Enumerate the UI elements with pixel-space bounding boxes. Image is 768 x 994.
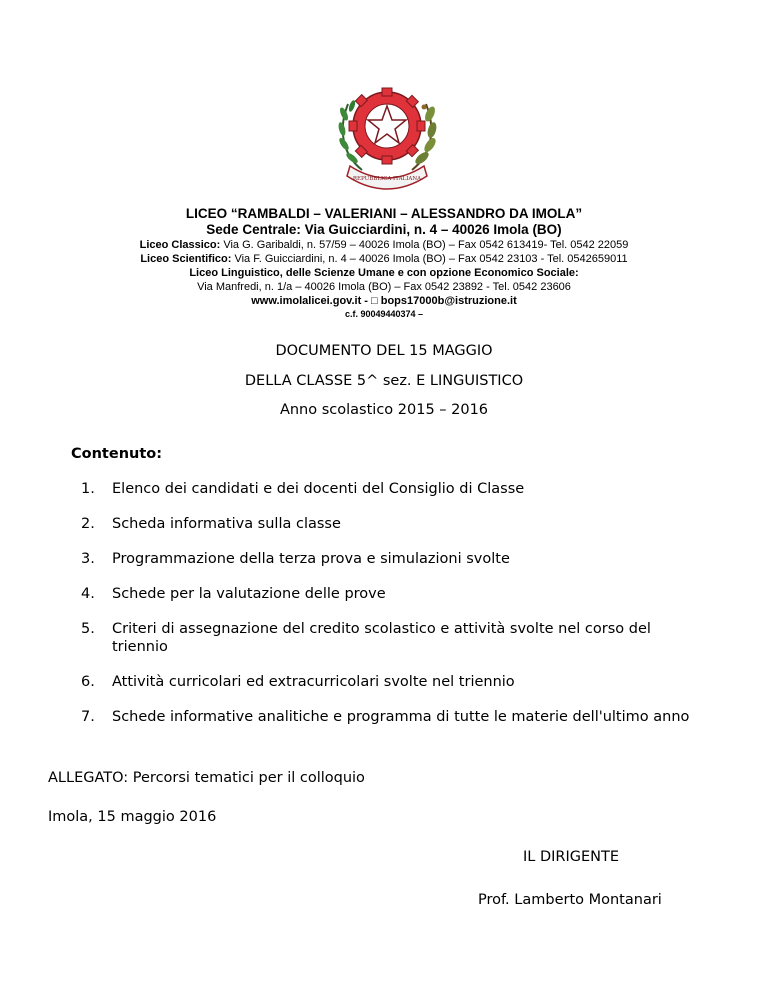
classico-line <box>0 238 768 252</box>
item-number: 4. <box>81 586 95 602</box>
main-seat: Sede Centrale: Via Guicciardini, n. 4 – 40026 Imola (BO) <box>206 222 562 237</box>
signer-name: Prof. Lamberto Montanari <box>478 892 662 908</box>
class-line: DELLA CLASSE 5^ sez. E LINGUISTICO <box>244 373 524 389</box>
item-number: 7. <box>81 709 95 725</box>
scientifico-text: Via F. Guicciardini, n. 4 – 40026 Imola (BO) – Fax 0542 23103 - Tel. 0542659011 <box>231 253 628 265</box>
linguistico-address: Via Manfredi, n. 1/a – 40026 Imola (BO) – Fax 0542 23892 - Tel. 0542 23606 <box>197 281 571 293</box>
contents-list <box>81 480 701 726</box>
item-text: Scheda informativa sulla classe <box>112 516 341 532</box>
item-number: 3. <box>81 551 95 567</box>
school-name: LICEO “RAMBALDI – VALERIANI – ALESSANDRO DA IMOLA” <box>185 206 583 221</box>
item-number: 6. <box>81 674 95 690</box>
item-number: 1. <box>81 481 95 497</box>
item-text: Programmazione della terza prova e simulazioni svolte <box>112 551 510 567</box>
item-text: Attività curricolari ed extracurricolari svolte nel triennio <box>112 674 515 690</box>
scientifico-line <box>0 252 768 266</box>
school-year: Anno scolastico 2015 – 2016 <box>279 402 489 418</box>
list-item <box>81 585 701 603</box>
list-item <box>81 673 701 691</box>
linguistico-line: Liceo Linguistico, delle Scienze Umane e con opzione Economico Sociale: <box>189 267 579 279</box>
contents-heading: Contenuto: <box>71 446 163 462</box>
item-text: Schede per la valutazione delle prove <box>112 586 386 602</box>
italian-republic-emblem <box>332 74 442 192</box>
classico-label: Liceo Classico: <box>139 239 221 251</box>
attachment-line: ALLEGATO: Percorsi tematici per il colloquio <box>48 770 365 786</box>
item-text: Elenco dei candidati e dei docenti del Consiglio di Classe <box>112 481 525 497</box>
signer-role: IL DIRIGENTE <box>523 849 620 865</box>
fiscal-code: c.f. 90049440374 – <box>344 309 424 319</box>
document-title: DOCUMENTO DEL 15 MAGGIO <box>275 343 493 359</box>
item-number: 2. <box>81 516 95 532</box>
list-item <box>81 515 701 533</box>
place-date: Imola, 15 maggio 2016 <box>48 809 217 825</box>
item-number: 5. <box>81 621 95 637</box>
list-item <box>81 620 701 656</box>
list-item <box>81 550 701 568</box>
list-item <box>81 708 701 726</box>
item-text: Schede informative analitiche e programma di tutte le materie dell'ultimo anno <box>112 709 690 725</box>
classico-text: Via G. Garibaldi, n. 57/59 – 40026 Imola (BO) – Fax 0542 613419- Tel. 0542 22059 <box>220 239 629 251</box>
item-text: Criteri di assegnazione del credito scolastico e attività svolte nel corso del triennio <box>112 621 651 655</box>
web-email-line: www.imolalicei.gov.it - □ bops17000b@istruzione.it <box>251 295 517 307</box>
list-item <box>81 480 701 498</box>
ribbon-text: REPUBBLICA ITALIANA <box>352 176 422 182</box>
scientifico-label: Liceo Scientifico: <box>140 253 232 265</box>
